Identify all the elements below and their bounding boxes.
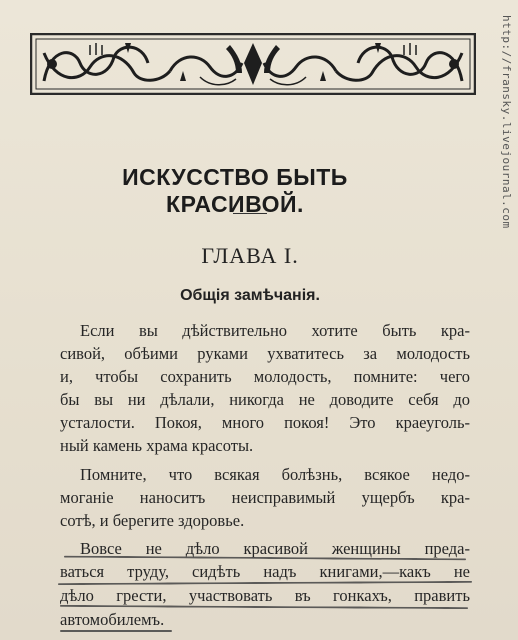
text-line: усталости. Покоя, много покоя! Это краеуголь- (60, 413, 470, 432)
text-line: моганіе наноситъ неисправимый ущербъ кра- (60, 488, 470, 507)
chapter-heading: ГЛАВА I. (201, 243, 299, 268)
text-line: сивой, обѣими руками ухватитесь за молодость (60, 344, 470, 363)
text-line: Вовсе не дѣло красивой женщины преда- (80, 539, 470, 558)
text-line: сотѣ, и берегите здоровье. (60, 511, 245, 530)
book-title: ИСКУССТВО БЫТЬ КРАСИВОЙ. (122, 164, 348, 217)
text-line: Если вы дѣйствительно хотите быть кра- (80, 321, 470, 340)
text-line: и, чтобы сохранить молодость, помните: чего (60, 367, 470, 386)
text-line: бы вы ни дѣлали, никогда не доводите себя до (60, 390, 470, 409)
text-line: дѣло грести, участвовать въ гонкахъ, править (60, 586, 470, 605)
text-line: ный камень храма красоты. (60, 436, 254, 455)
art-nouveau-header-ornament (30, 33, 476, 95)
text-line: Помните, что всякая болѣзнь, всякое недо- (80, 465, 470, 484)
text-line: автомобилемъ. (60, 610, 165, 629)
handwritten-underline (60, 630, 172, 632)
section-subtitle: Общія замѣчанія. (180, 287, 320, 304)
watermark-url: http://fransky.livejournal.com (500, 15, 513, 229)
text-line: ваться труду, сидѣть надъ книгами,—какъ не (60, 562, 470, 581)
title-divider (233, 213, 267, 214)
